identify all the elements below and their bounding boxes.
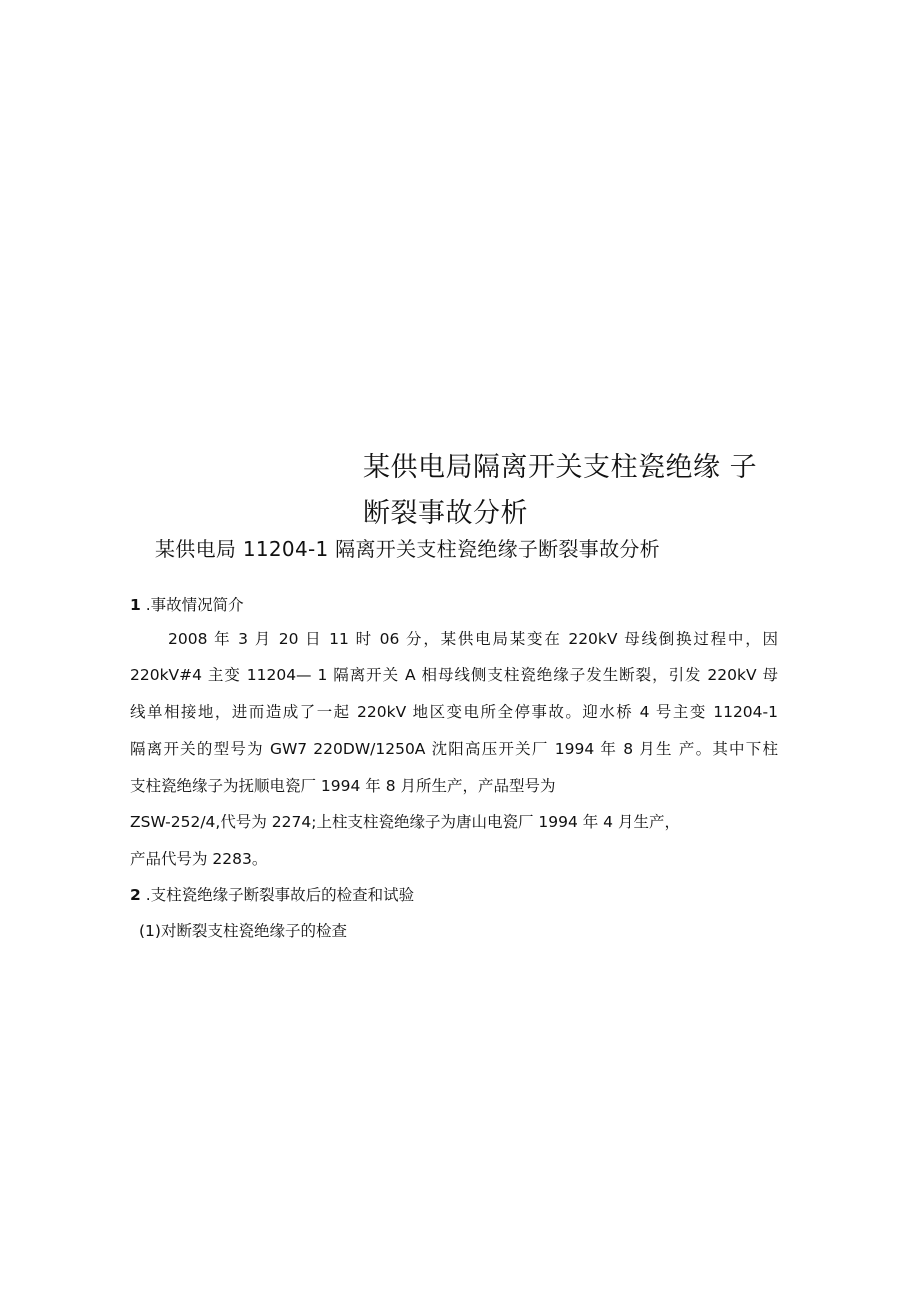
title-line-1: 某供电局隔离开关支柱瓷绝缘 子 bbox=[363, 452, 758, 483]
paragraph-1-line-2: 220kV#4 主变 11204— 1 隔离开关 A 相母线侧支柱瓷绝缘子发生断裂，引发 220kV 母 bbox=[130, 666, 778, 684]
section-1-title: .事故情况简介 bbox=[140, 596, 244, 614]
section-2-title: .支柱瓷绝缘子断裂事故后的检查和试验 bbox=[140, 886, 415, 904]
section-1-heading bbox=[130, 594, 244, 616]
section-2-number: 2 bbox=[130, 886, 141, 904]
subsection-1-heading: (1)对断裂支柱瓷绝缘子的检查 bbox=[139, 922, 347, 940]
subtitle: 某供电局 11204-1 隔离开关支柱瓷绝缘子断裂事故分析 bbox=[155, 537, 660, 561]
paragraph-1-line-7: 产品代号为 2283。 bbox=[130, 850, 268, 868]
paragraph-1-line-5: 支柱瓷绝缘子为抚顺电瓷厂 1994 年 8 月所生产，产品型号为 bbox=[130, 777, 556, 795]
section-1-number: 1 bbox=[130, 596, 141, 614]
section-2-heading bbox=[130, 884, 414, 906]
title-line-2: 断裂事故分析 bbox=[363, 498, 528, 529]
paragraph-1-line-6: ZSW-252/4,代号为 2274;上柱支柱瓷绝缘子为唐山电瓷厂 1994 年 4 月生产， bbox=[130, 813, 680, 831]
paragraph-1-line-4: 隔离开关的型号为 GW7 220DW/1250A 沈阳高压开关厂 1994 年 8 月生 产。其中下柱 bbox=[130, 740, 778, 758]
paragraph-1-line-3: 线单相接地，进而造成了一起 220kV 地区变电所全停事故。迎水桥 4 号主变 11204-1 bbox=[130, 703, 778, 721]
paragraph-1-line-1: 2008 年 3 月 20 日 11 时 06 分，某供电局某变在 220kV 母线倒换过程中，因 bbox=[168, 630, 778, 648]
